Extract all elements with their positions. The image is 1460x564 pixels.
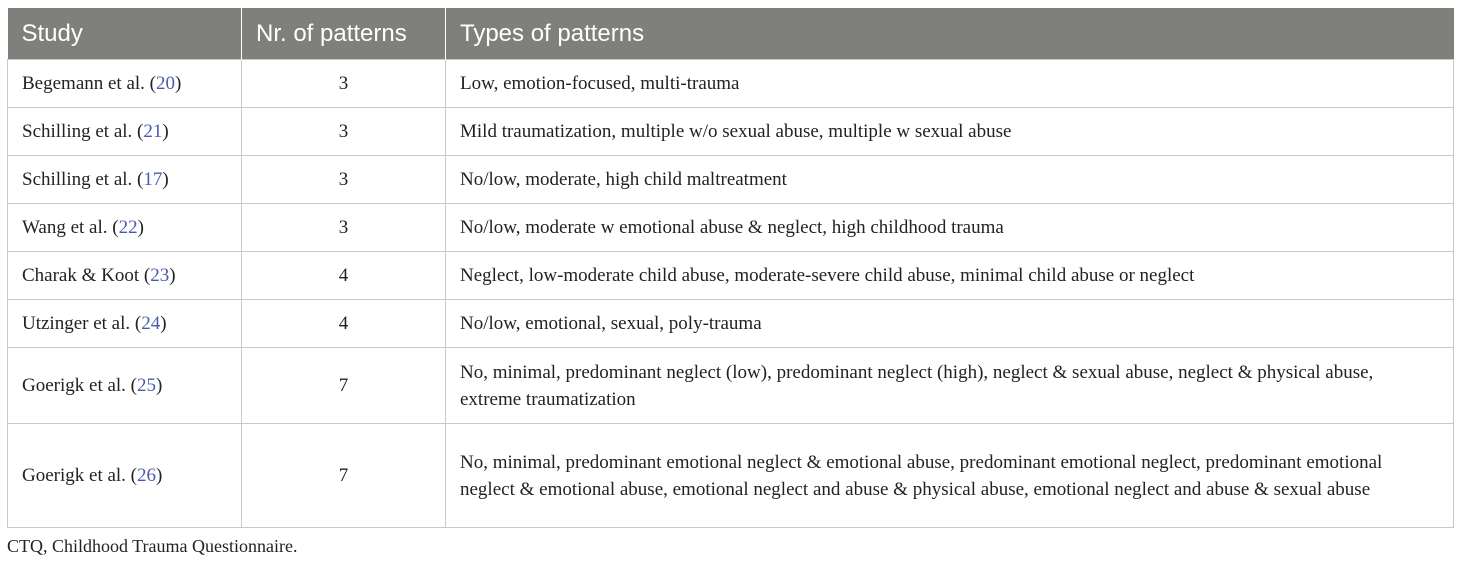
types-of-patterns-cell: No/low, moderate, high child maltreatment xyxy=(446,156,1454,204)
table-row xyxy=(8,424,1454,528)
types-of-patterns-cell: Neglect, low-moderate child abuse, moderate-severe child abuse, minimal child abuse or neglect xyxy=(446,252,1454,300)
reference-link[interactable]: 21 xyxy=(143,121,163,142)
nr-of-patterns-cell: 3 xyxy=(242,156,446,204)
nr-of-patterns-cell: 3 xyxy=(242,60,446,108)
reference-link[interactable]: 25 xyxy=(137,375,157,396)
patterns-table-container xyxy=(7,8,1453,528)
types-of-patterns-cell: No, minimal, predominant emotional neglect & emotional abuse, predominant emotional neglect, predominant emotional neglect & emotional abuse, emotional neglect and abuse & physical abuse, emotional neglect and abuse & sexual abuse xyxy=(446,424,1454,528)
table-row xyxy=(8,60,1454,108)
study-cell: Begemann et al. (20) xyxy=(8,60,242,108)
nr-of-patterns-cell: 3 xyxy=(242,108,446,156)
header-study: Study xyxy=(8,8,242,60)
table-row xyxy=(8,156,1454,204)
types-of-patterns-cell: Low, emotion-focused, multi-trauma xyxy=(446,60,1454,108)
table-row xyxy=(8,348,1454,424)
reference-link[interactable]: 23 xyxy=(150,265,170,286)
nr-of-patterns-cell: 4 xyxy=(242,252,446,300)
table-header-row xyxy=(8,8,1454,60)
reference-link[interactable]: 22 xyxy=(118,217,138,238)
study-cell: Schilling et al. (21) xyxy=(8,108,242,156)
nr-of-patterns-cell: 7 xyxy=(242,348,446,424)
study-cell: Charak & Koot (23) xyxy=(8,252,242,300)
patterns-table xyxy=(7,8,1454,528)
nr-of-patterns-cell: 4 xyxy=(242,300,446,348)
study-cell: Wang et al. (22) xyxy=(8,204,242,252)
table-footnote: CTQ, Childhood Trauma Questionnaire. xyxy=(7,536,298,556)
table-row xyxy=(8,300,1454,348)
reference-link[interactable]: 24 xyxy=(141,313,161,334)
study-cell: Goerigk et al. (26) xyxy=(8,424,242,528)
study-cell: Utzinger et al. (24) xyxy=(8,300,242,348)
study-cell: Goerigk et al. (25) xyxy=(8,348,242,424)
reference-link[interactable]: 17 xyxy=(143,169,163,190)
header-types-of-patterns: Types of patterns xyxy=(446,8,1454,60)
table-row xyxy=(8,204,1454,252)
types-of-patterns-cell: No/low, emotional, sexual, poly-trauma xyxy=(446,300,1454,348)
reference-link[interactable]: 20 xyxy=(156,73,176,94)
types-of-patterns-cell: Mild traumatization, multiple w/o sexual abuse, multiple w sexual abuse xyxy=(446,108,1454,156)
types-of-patterns-cell: No, minimal, predominant neglect (low), predominant neglect (high), neglect & sexual abuse, neglect & physical abuse, extreme traumatization xyxy=(446,348,1454,424)
table-row xyxy=(8,108,1454,156)
nr-of-patterns-cell: 7 xyxy=(242,424,446,528)
table-row xyxy=(8,252,1454,300)
study-cell: Schilling et al. (17) xyxy=(8,156,242,204)
nr-of-patterns-cell: 3 xyxy=(242,204,446,252)
reference-link[interactable]: 26 xyxy=(137,465,157,486)
header-nr-of-patterns: Nr. of patterns xyxy=(242,8,446,60)
types-of-patterns-cell: No/low, moderate w emotional abuse & neglect, high childhood trauma xyxy=(446,204,1454,252)
